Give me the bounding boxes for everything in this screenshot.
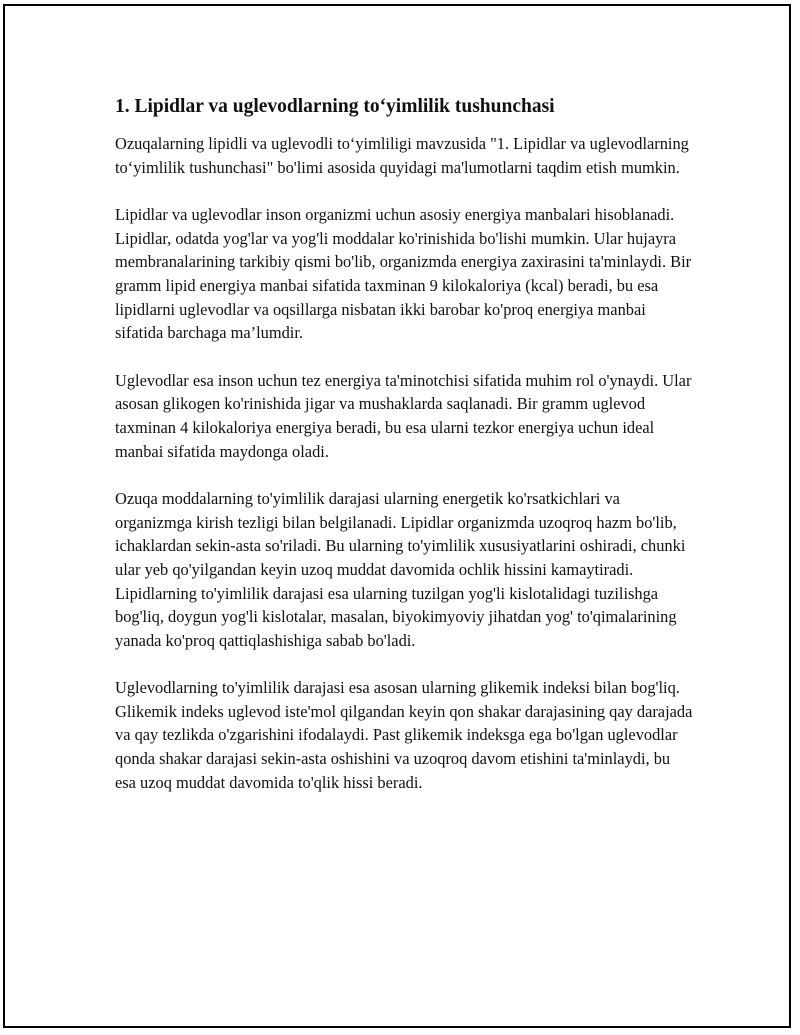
section-heading: 1. Lipidlar va uglevodlarning to‘yimlilik tushunchasi: [115, 96, 555, 117]
paragraph-nutrition-level: Ozuqa moddalarning to'yimlilik darajasi ularning energetik ko'rsatkichlari va organizmga kirish tezligi bilan belgilanadi. Lipidlar organizmda uzoqroq hazm bo'lib, ichaklardan sekin-asta so'riladi. Bu ularning to'yimlilik xususiyatlarini oshiradi, chunki ular yeb qo'yilgandan keyin uzoq muddat davomida ochlik hissini kamaytiradi. Lipidlarning to'yimlilik darajasi esa ularning tuzilgan yog'li kislotalidagi tuzilishga bog'liq, doygun yog'li kislotalar, masalan, biyokimyoviy jihatdan yog' to'qimalarining yanada ko'proq qattiqlashishiga sabab bo'ladi.: [115, 489, 686, 650]
paragraph-carbohydrates: Uglevodlar esa inson uchun tez energiya ta'minotchisi sifatida muhim rol o'ynaydi. Ular asosan glikogen ko'rinishida jigar va mushaklarda saqlanadi. Bir gramm uglevod taxminan 4 kilokaloriya energiya beradi, bu esa ularni tezkor energiya uchun ideal manbai sifatida maydonga oladi.: [115, 370, 692, 461]
document-body: [115, 95, 695, 818]
paragraph-glycemic-index: Uglevodlarning to'yimlilik darajasi esa asosan ularning glikemik indeksi bilan bog'liq. Glikemik indeks uglevod iste'mol qilgandan keyin qon shakar darajasining qay darajada va qay tezlikda o'zgarishini ifodalaydi. Past glikemik indeksga ega bo'lgan uglevodlar qonda shakar darajasi sekin-asta oshishini va uzoqroq davom etishini ta'minlaydi, bu esa uzoq muddat davomida to'qlik hissi beradi.: [115, 678, 693, 792]
paragraph-lipids: Lipidlar va uglevodlar inson organizmi uchun asosiy energiya manbalari hisoblanadi. Lipidlar, odatda yog'lar va yog'li moddalar ko'rinishida bo'lishi mumkin. Ular hujayra membranalarining tarkibiy qismi bo'lib, organizmda energiya zaxirasini ta'minlaydi. Bir gramm lipid energiya manbai sifatida taxminan 9 kilokaloriya (kcal) beradi, bu esa lipidlarni uglevodlar va oqsillarga nisbatan ikki barobar ko'proq energiya manbai sifatida barchaga ma’lumdir.: [115, 205, 692, 343]
paragraph-intro: Ozuqalarning lipidli va uglevodli to‘yimliligi mavzusida "1. Lipidlar va uglevodlarning to‘yimlilik tushunchasi" bo'limi asosida quyidagi ma'lumotlarni taqdim etish mumkin.: [115, 134, 689, 177]
